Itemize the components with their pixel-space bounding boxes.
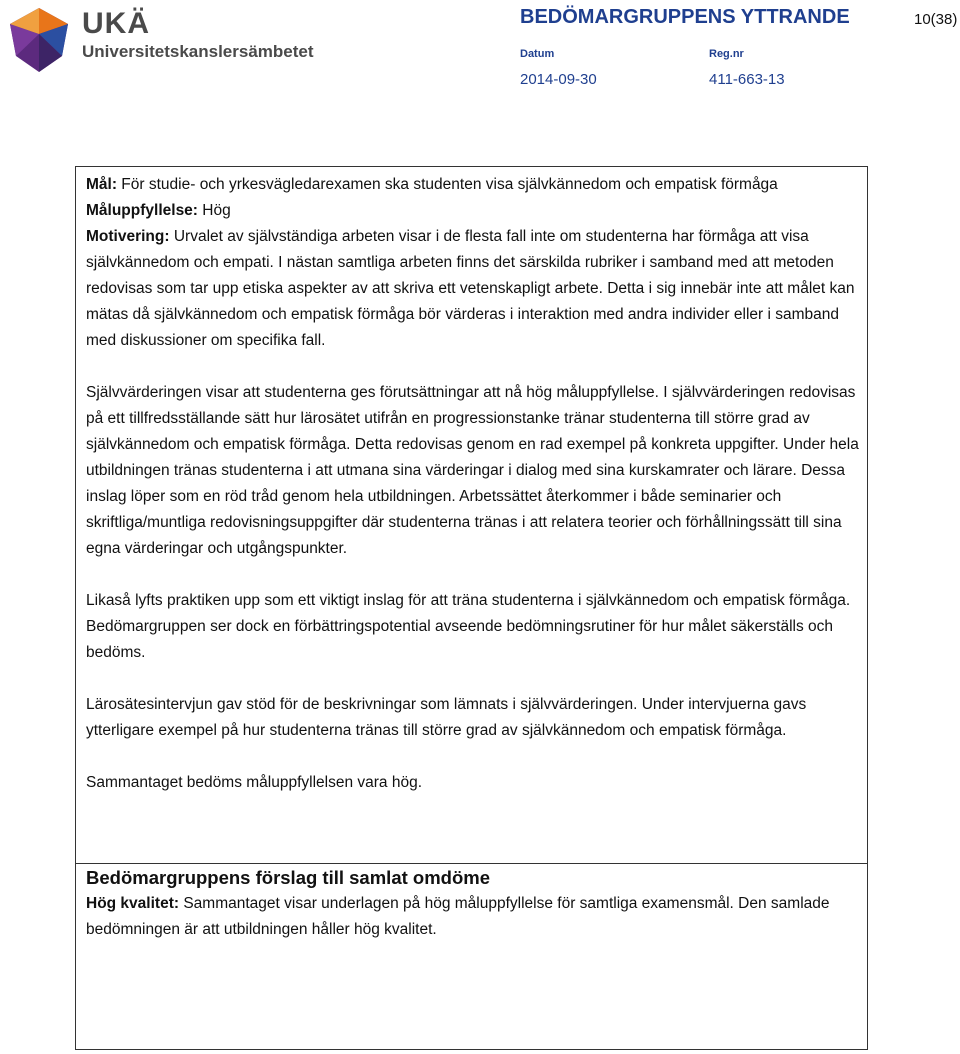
summary-label: Hög kvalitet:	[86, 895, 180, 912]
motivation-paragraph	[86, 224, 864, 354]
goal-label: Mål:	[86, 176, 117, 193]
logo-wordmark	[82, 8, 314, 62]
motivation-label: Motivering:	[86, 228, 170, 245]
fulfillment-line	[86, 198, 864, 224]
self-evaluation-paragraph: Självvärderingen visar att studenterna ges förutsättningar att nå hög måluppfyllelse. I självvärderingen redovisas på ett tillfredsställande sätt hur lärosätet utifrån en progressionstanke tränar studenterna till större grad av självkännedom och empatisk förmåga. Detta redovisas genom en rad exempel på konkreta uppgifter. Under hela utbildningen tränas studenterna i att utmana sina värderingar i dialog med sina kurskamrater och lärare. Dessa inslag löper som en röd tråd genom hela utbildningen. Arbetssättet återkommer i både seminarier och skriftliga/muntliga redovisningsuppgifter där studenterna tränas i att relatera teorier och förhållningssätt till sina egna värderingar och utgångspunkter.	[86, 384, 859, 557]
logo-subtitle: Universitetskanslersämbetet	[82, 42, 314, 61]
assessment-box	[75, 166, 868, 1050]
fulfillment-text: Hög	[197, 202, 231, 219]
summary-heading: Bedömargruppens förslag till samlat omdöme	[86, 867, 490, 888]
goal-assessment-section	[76, 167, 867, 864]
goal-text: För studie- och yrkesvägledarexamen ska studenten visa självkännedom och empatisk förmåga	[117, 176, 778, 193]
date-label: Datum	[520, 48, 555, 60]
uka-logo-icon	[8, 6, 70, 74]
motivation-text: Urvalet av självständiga arbeten visar i de flesta fall inte om studenterna har förmåga att visa självkännedom och empati. I nästan samtliga arbeten finns det särskilda rubriker i samband med att metoden redovisas som tar upp etiska aspekter av att skriva ett vetenskapligt arbete. Detta i sig innebär inte att målet kan mätas då självkännedom och empatisk förmåga bör värderas i interaktion med andra individer eller i samband med diskussioner om specifika fall.	[86, 228, 855, 349]
summary-paragraph	[86, 891, 864, 943]
interview-paragraph: Lärosätesintervjun gav stöd för de beskrivningar som lämnats i självvärderingen. Under intervjuerna gavs ytterligare exempel på hur studenterna tränas till större grad av självkännedom och empatisk förmåga.	[86, 696, 807, 739]
date-value: 2014-09-30	[520, 71, 597, 88]
fulfillment-label: Måluppfyllelse:	[86, 202, 198, 219]
regnr-value: 411-663-13	[709, 71, 785, 88]
practice-paragraph: Likaså lyfts praktiken upp som ett viktigt inslag för att träna studenterna i självkännedom och empatisk förmåga. Bedömargruppen ser dock en förbättringspotential avseende bedömningsrutiner för hur målet säkerställs och bedöms.	[86, 592, 851, 661]
logo-name: UKÄ	[82, 7, 150, 40]
summary-section	[86, 865, 864, 943]
page-number: 10(38)	[914, 11, 958, 28]
goal-line	[86, 172, 864, 198]
conclusion-paragraph: Sammantaget bedöms måluppfyllelsen vara hög.	[86, 774, 423, 791]
summary-text: Sammantaget visar underlagen på hög måluppfyllelse för samtliga examensmål. Den samlade bedömningen är att utbildningen håller hög kvalitet.	[86, 895, 830, 938]
document-title: BEDÖMARGRUPPENS YTTRANDE	[520, 6, 850, 28]
regnr-label: Reg.nr	[709, 48, 744, 60]
